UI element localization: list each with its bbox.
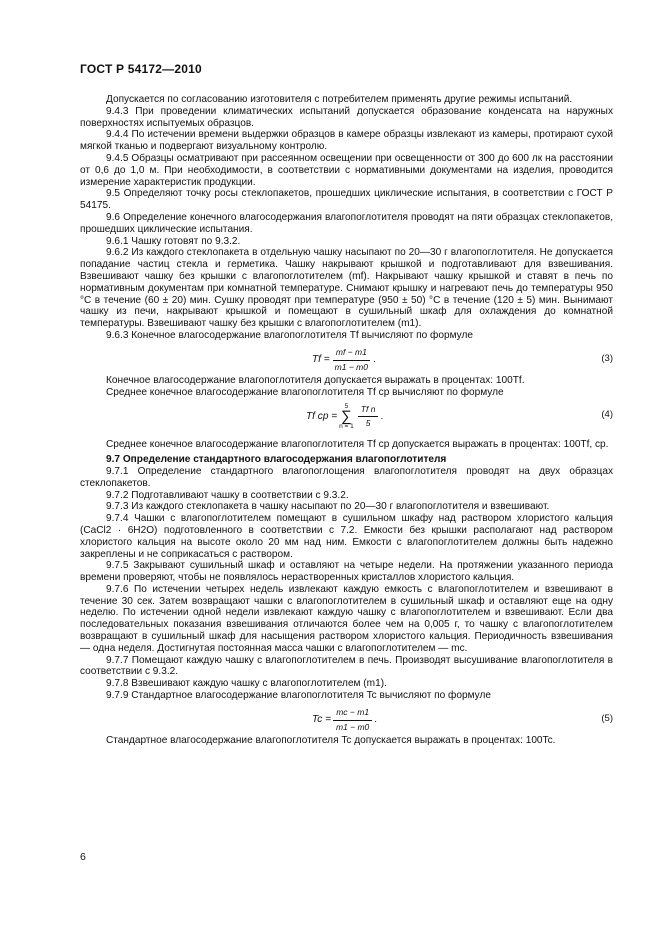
formula-number: (5)	[601, 712, 613, 724]
formula-numerator: mc − m1	[333, 707, 372, 721]
formula-numerator: mf − m1	[333, 347, 370, 361]
formula-number: (4)	[601, 409, 613, 421]
paragraph: 9.7.8 Взвешивают каждую чашку с влагопоглотителем (m1).	[106, 678, 387, 690]
paragraph: 9.7.4 Чашки с влагопоглотителем помещают в сушильном шкафу над раствором хлористого кальция (CaCl2 · 6H2O) подготовленного в соответствии с 7.2. Емкости без крышки располагают над раствором хлористого кальция на высоте около 20 мм над ним. Емкости с влагопоглотителем должны быть надежно закреплены и не соприкасаться с раствором.	[80, 513, 613, 560]
paragraph: 9.5 Определяют точку росы стеклопакетов, прошедших циклические испытания, в соответствии с ГОСТ Р 54175.	[80, 188, 613, 212]
paragraph: 9.7.9 Стандартное влагосодержание влагопоглотителя Tc вычисляют по формуле	[106, 690, 491, 702]
formula-fraction	[358, 404, 379, 431]
paragraph: Среднее конечное влагосодержание влагопоглотителя Tf ср допускается выражать в процентах: 100Tf, ср.	[106, 439, 609, 451]
formula-5	[80, 705, 613, 731]
formula-4	[80, 401, 613, 435]
section-heading: 9.7 Определение стандартного влагосодержания влагопоглотителя	[106, 454, 447, 466]
formula-denominator: m1 − m0	[335, 721, 370, 732]
page-number: 6	[80, 851, 86, 863]
paragraph: 9.7.6 По истечении четырех недель извлекают каждую емкость с влагопоглотителем и взвешивают в течение 30 сек. Затем возвращают чашки с влагопоглотителем в сушильный шкаф и оставляют еще на одну неделю. По истечении одной недели извлекают каждую чашку с влагопоглотителем и взвешивают. Если два последовательных показания взвешивания отличаются более чем на 0,005 г, то чашку с влагопоглотителем возвращают в сушильный шкаф для насыщения раствором хлористого кальция. Периодичность взвешивания — одна неделя. Достигнутая постоянная масса чашки с влагопоглотителем — mc.	[80, 583, 613, 654]
paragraph: Конечное влагосодержание влагопоглотителя допускается выражать в процентах: 100Tf.	[106, 374, 525, 386]
sum-lower-limit: n = 1	[339, 423, 354, 431]
document-header: ГОСТ Р 54172—2010	[80, 62, 202, 76]
paragraph: 9.7.2 Подготавливают чашку в соответствии с 9.3.2.	[106, 489, 349, 501]
paragraph: 9.4.5 Образцы осматривают при рассеянном освещении при освещенности от 300 до 600 лк на расстоянии от 0,6 до 1,0 м. При необходимости, в соответствии с нормативными документами на изделия, проводится измерение характеристик продукции.	[80, 152, 613, 188]
formula-tail: .	[374, 714, 378, 726]
paragraph: 9.4.4 По истечении времени выдержки образцов в камере образцы извлекают из камеры, протирают сухой мягкой тканью и подвергают визуальному контролю.	[80, 129, 613, 153]
paragraph: 9.6.1 Чашку готовят по 9.3.2.	[106, 235, 241, 247]
formula-numerator: Tf n	[358, 404, 379, 418]
summation-sign	[339, 403, 354, 430]
paragraph: 9.4.3 При проведении климатических испытаний допускается образование конденсата на наружных поверхностях испытуемых образцов.	[80, 105, 613, 129]
sigma-icon: ∑	[341, 408, 352, 426]
formula-tail: .	[380, 410, 384, 422]
paragraph: 9.6.3 Конечное влагосодержание влагопоглотителя Tf вычисляют по формуле	[106, 329, 473, 341]
paragraph: 9.7.7 Помещают каждую чашку с влагопоглотителем в печь. Производят высушивание влагопоглотителя в соответствии с 9.3.2.	[80, 654, 613, 678]
formula-lhs: Tf =	[312, 354, 330, 366]
formula-lhs: Tf ср =	[306, 410, 338, 422]
paragraph: Допускается по согласованию изготовителя с потребителем применять другие режимы испытаний.	[106, 94, 573, 105]
formula-tail: .	[372, 354, 376, 366]
formula-fraction	[332, 347, 371, 374]
paragraph: 9.6.2 Из каждого стеклопакета в отдельную чашку насыпают по 20—30 г влагопоглотителя. Не допускается попадание частиц стекла и герметика. Чашку накрывают крышкой и подготавливают для взвешивания. Взвешивают чашку без крышки с влагопоглотителем (mf). Накрывают чашку крышкой и ставят в печь по нормативным документам при комнатной температуре. Снимают крышку и нагревают печь до температуры 950 °С в течение (60 ± 20) мин. Сушку проводят при температуре (950 ± 50) °С в течение (120 ± 5) мин. Вынимают чашку из печи, накрывают крышкой и помещают в сушильный шкаф для охлаждения до комнатной температуры. Взвешивают чашку без крышки с влагопоглотителем (m1).	[80, 247, 613, 330]
formula-lhs: Tc =	[312, 714, 331, 726]
paragraph: 9.6 Определение конечного влагосодержания влагопоглотителя проводят на пяти образцах стеклопакетов, прошедших циклические испытания.	[80, 211, 613, 235]
formula-3	[80, 345, 613, 371]
document-body	[80, 94, 613, 747]
formula-fraction	[333, 707, 372, 734]
paragraph: 9.7.5 Закрывают сушильный шкаф и оставляют на четыре недели. На протяжении указанного периода времени проверяют, чтобы не появлялось нерастворенных кристаллов хлористого кальция.	[80, 560, 613, 584]
paragraph: Среднее конечное влагосодержание влагопоглотителя Tf ср вычисляют по формуле	[106, 386, 504, 398]
paragraph: Стандартное влагосодержание влагопоглотителя Tc допускается выражать в процентах: 100Tc.	[106, 734, 556, 746]
paragraph: 9.7.1 Определение стандартного влагопоглощения влагопоглотителя проводят на двух образцах стеклопакетов.	[80, 465, 613, 489]
formula-number: (3)	[601, 352, 613, 364]
formula-denominator: 5	[365, 418, 371, 429]
formula-denominator: m1 − m0	[334, 361, 368, 372]
sum-upper-limit: 5	[344, 403, 349, 411]
paragraph: 9.7.3 Из каждого стеклопакета в чашку насыпают по 20—30 г влагопоглотителя и взвешивают.	[106, 501, 550, 513]
